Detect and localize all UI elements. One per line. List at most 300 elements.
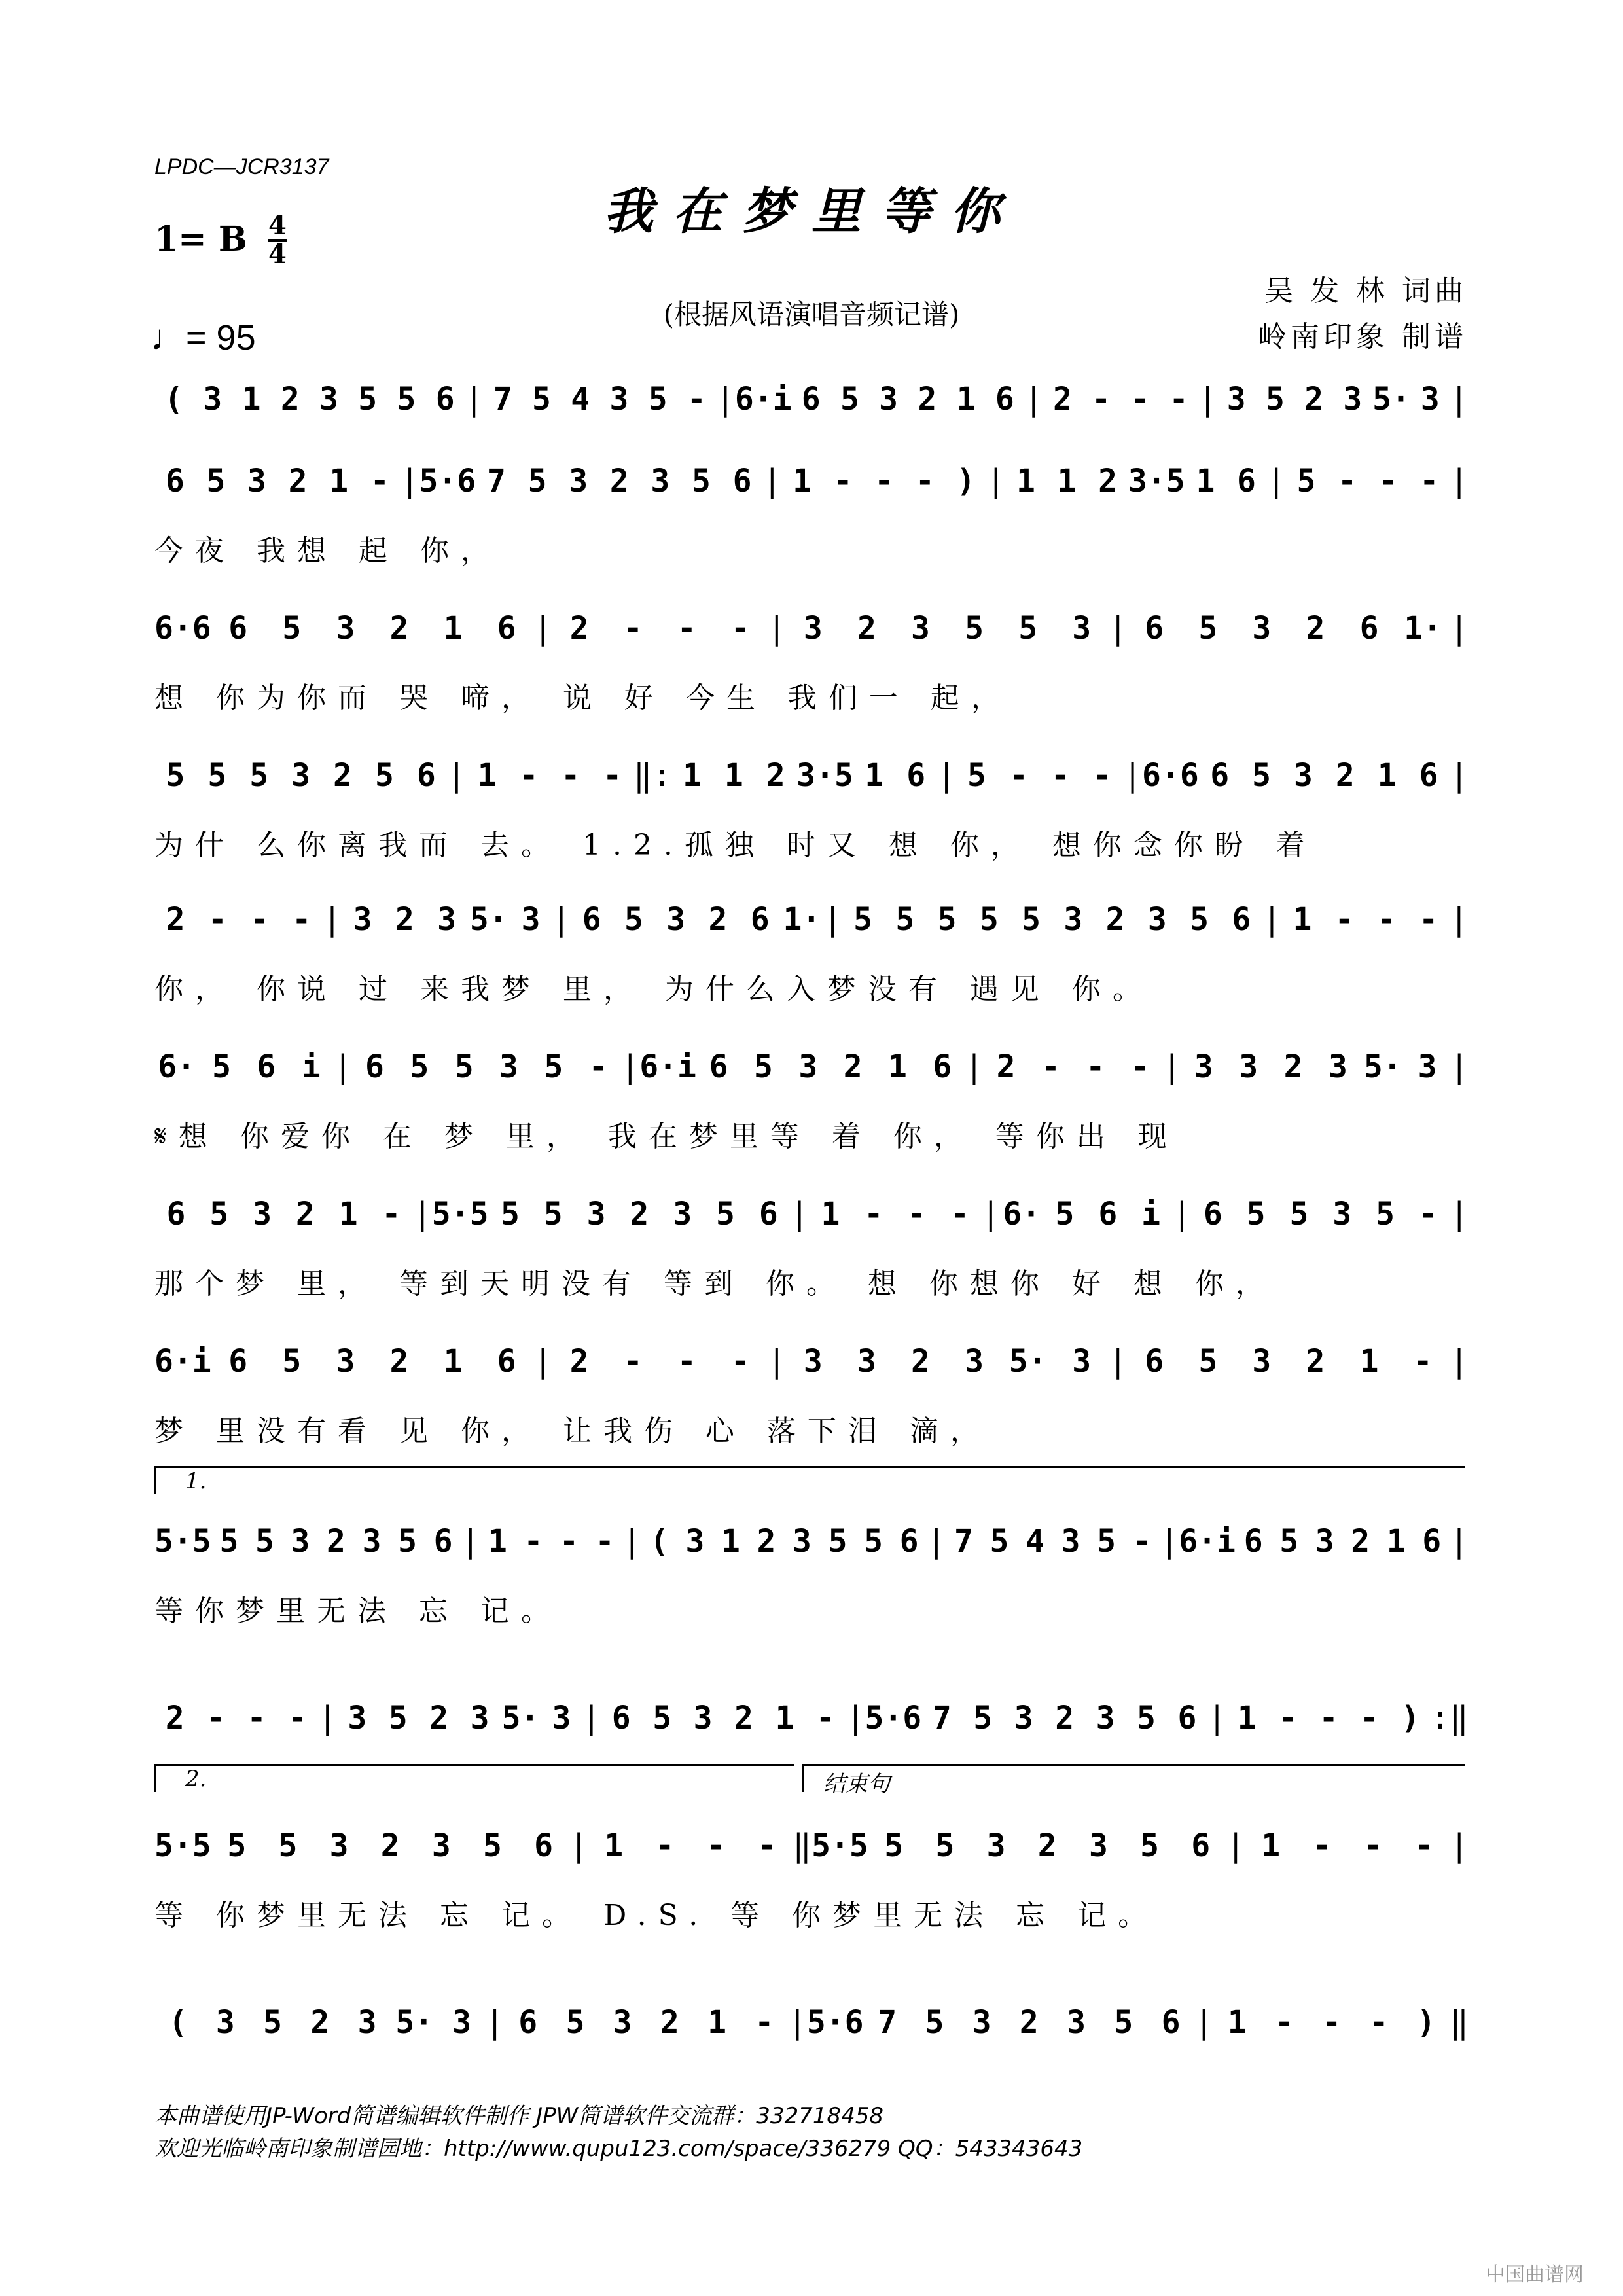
note: | bbox=[317, 1700, 337, 1736]
note: 6· bbox=[1003, 1196, 1041, 1232]
note: - bbox=[1418, 1196, 1438, 1232]
note: 5 bbox=[648, 381, 668, 418]
note: 5· bbox=[395, 2004, 434, 2041]
note: 5 bbox=[935, 1827, 955, 1864]
note: 5 bbox=[895, 901, 915, 938]
note: | bbox=[981, 1196, 1001, 1232]
note: 6 bbox=[1098, 1196, 1118, 1232]
note: - bbox=[1377, 901, 1396, 938]
note: 2 bbox=[310, 2004, 330, 2041]
note: 3 bbox=[798, 1049, 818, 1085]
note: 5 bbox=[967, 757, 986, 794]
note: 1 bbox=[793, 463, 812, 499]
note: 2 bbox=[569, 610, 589, 647]
note: ) bbox=[956, 463, 976, 499]
note: 5 bbox=[1137, 1700, 1156, 1736]
subtitle: (根据风语演唱音频记谱) bbox=[663, 298, 960, 331]
note: 3 bbox=[569, 463, 588, 499]
note: 6 bbox=[365, 1049, 384, 1085]
note: 5 bbox=[840, 381, 859, 418]
note: 4 bbox=[571, 381, 590, 418]
note: 5 bbox=[973, 1700, 993, 1736]
note: 2 bbox=[757, 1523, 776, 1560]
note: 1· bbox=[1404, 610, 1442, 647]
note: 5· bbox=[1363, 1049, 1402, 1085]
score-code: LPDC—JCR3137 bbox=[154, 154, 329, 179]
note: 2 bbox=[395, 901, 414, 938]
note: - bbox=[1414, 1827, 1434, 1864]
note: 5·5 bbox=[154, 1523, 211, 1560]
note: 5 bbox=[219, 1523, 239, 1560]
note: 5 bbox=[263, 2004, 283, 2041]
note: 3 bbox=[793, 1523, 812, 1560]
note: - bbox=[1008, 757, 1028, 794]
note: 6 bbox=[1359, 610, 1379, 647]
note: - bbox=[655, 1827, 675, 1864]
note: 2 bbox=[708, 901, 728, 938]
note: :‖ bbox=[1431, 1700, 1469, 1736]
note: 5 bbox=[853, 901, 873, 938]
note: - bbox=[247, 1700, 266, 1736]
note: 2 bbox=[766, 757, 785, 794]
lyric-line: 等你梦里无法 忘 记。 bbox=[154, 1594, 562, 1628]
note: 3 bbox=[1088, 1827, 1108, 1864]
note: 1 bbox=[477, 757, 497, 794]
note: | bbox=[1262, 901, 1281, 938]
note: 2 bbox=[630, 1196, 649, 1232]
note: | bbox=[927, 1523, 946, 1560]
note: | bbox=[787, 2004, 807, 2041]
note: 6 bbox=[1232, 901, 1251, 938]
note: ) bbox=[1416, 2004, 1436, 2041]
note: | bbox=[333, 1049, 353, 1085]
note: 2 bbox=[1306, 1343, 1325, 1380]
note: - bbox=[1050, 757, 1070, 794]
note: | bbox=[620, 1049, 640, 1085]
note: 6 bbox=[758, 1196, 778, 1232]
note: 3 bbox=[857, 1343, 876, 1380]
notation-line bbox=[154, 1986, 1469, 2058]
note: 1 bbox=[956, 381, 976, 418]
note: 6 bbox=[1191, 1827, 1211, 1864]
note: 6·6 bbox=[1142, 757, 1199, 794]
note: - bbox=[1132, 1523, 1152, 1560]
note: 5 bbox=[979, 901, 999, 938]
note: 3 bbox=[1061, 1523, 1080, 1560]
watermark-logo: 中国曲谱网 bbox=[1486, 2263, 1584, 2286]
note: | bbox=[986, 463, 1006, 499]
note: 5 bbox=[691, 463, 711, 499]
note: | bbox=[1108, 1343, 1128, 1380]
note: ( bbox=[164, 381, 184, 418]
note: 5 bbox=[1114, 2004, 1133, 2041]
note: 3 bbox=[329, 1827, 349, 1864]
note: 5 bbox=[388, 1700, 408, 1736]
note: 5 bbox=[1140, 1827, 1159, 1864]
note: 5 bbox=[282, 610, 302, 647]
note: 5 bbox=[227, 1827, 247, 1864]
note: 2 bbox=[569, 1343, 589, 1380]
note: 1 bbox=[329, 463, 349, 499]
note: 3 bbox=[1072, 610, 1092, 647]
note: 1· bbox=[783, 901, 821, 938]
note: 1 bbox=[724, 757, 743, 794]
note: 5· bbox=[501, 1700, 540, 1736]
note: 3·5 bbox=[1128, 463, 1185, 499]
note: | bbox=[965, 1049, 984, 1085]
note: 3 bbox=[1147, 901, 1167, 938]
note: - bbox=[588, 1049, 608, 1085]
note: 7 bbox=[493, 381, 512, 418]
note: 3 bbox=[319, 381, 338, 418]
note: 3 bbox=[1014, 1700, 1033, 1736]
note: 5 bbox=[209, 1196, 229, 1232]
note: 3 bbox=[521, 901, 541, 938]
note: | bbox=[582, 1700, 601, 1736]
note: 3 bbox=[803, 610, 823, 647]
note: 6 bbox=[750, 901, 770, 938]
note: 1 bbox=[821, 1196, 840, 1232]
note: | bbox=[1226, 1827, 1245, 1864]
note: - bbox=[1419, 463, 1439, 499]
note: 3 bbox=[1063, 901, 1083, 938]
note: 2 bbox=[911, 1343, 930, 1380]
note: 5 bbox=[410, 1049, 429, 1085]
note: - bbox=[1278, 1700, 1298, 1736]
note: 1 bbox=[488, 1523, 507, 1560]
note: 5 bbox=[565, 2004, 585, 2041]
note: 6 bbox=[1419, 757, 1438, 794]
note: 3 bbox=[1194, 1049, 1213, 1085]
note: 6·i bbox=[639, 1049, 696, 1085]
note: - bbox=[1360, 1700, 1379, 1736]
note: - bbox=[524, 1523, 543, 1560]
note: - bbox=[706, 1827, 726, 1864]
note: - bbox=[755, 2004, 774, 2041]
footer-line-2: 欢迎光临岭南印象制谱园地：http://www.qupu123.com/space/336279 QQ：543343643 bbox=[154, 2136, 1083, 2162]
note: - bbox=[1419, 901, 1438, 938]
note: 2 bbox=[389, 1343, 409, 1380]
note: 6 bbox=[709, 1049, 728, 1085]
note: 5 bbox=[249, 757, 269, 794]
note: - bbox=[288, 1700, 307, 1736]
note: 3 bbox=[613, 2004, 632, 2041]
note: 3 bbox=[986, 1827, 1006, 1864]
note: 6 bbox=[1161, 2004, 1181, 2041]
note: 6 bbox=[416, 757, 436, 794]
note: 5 bbox=[398, 1523, 417, 1560]
note: 3 bbox=[651, 463, 670, 499]
note: 6 bbox=[257, 1049, 276, 1085]
note: 2 bbox=[1098, 463, 1118, 499]
note: 1 bbox=[1227, 2004, 1247, 2041]
note: - bbox=[815, 1700, 835, 1736]
note: 1 bbox=[721, 1523, 740, 1560]
note: 2 bbox=[380, 1827, 400, 1864]
note: - bbox=[206, 1700, 226, 1736]
note: 6 bbox=[1237, 463, 1256, 499]
note: | bbox=[1450, 1049, 1469, 1085]
note: 6 bbox=[228, 1343, 248, 1380]
notation-line bbox=[154, 740, 1469, 812]
note: 2 bbox=[389, 610, 409, 647]
note: - bbox=[833, 463, 853, 499]
note: - bbox=[560, 1523, 579, 1560]
note: 1 bbox=[888, 1049, 907, 1085]
note: 2 bbox=[1306, 610, 1325, 647]
note: 5 bbox=[532, 381, 551, 418]
notation-line bbox=[154, 884, 1469, 956]
note: 3 bbox=[1420, 381, 1440, 418]
notation-line bbox=[154, 445, 1469, 517]
note: 5·5 bbox=[431, 1196, 489, 1232]
note: 5·5 bbox=[812, 1827, 868, 1864]
note: 3 bbox=[609, 381, 629, 418]
note: 5 bbox=[1265, 381, 1285, 418]
note: 5 bbox=[828, 1523, 847, 1560]
note: - bbox=[1338, 463, 1357, 499]
note: - bbox=[730, 1343, 750, 1380]
note: 1 bbox=[1386, 1523, 1406, 1560]
notation-line bbox=[154, 1325, 1469, 1397]
note: 6 bbox=[518, 2004, 538, 2041]
note: 5 bbox=[527, 463, 547, 499]
note: 3 bbox=[1343, 381, 1363, 418]
note: 5 bbox=[864, 1523, 883, 1560]
note: 5 bbox=[1190, 901, 1209, 938]
note: 3 bbox=[348, 1700, 367, 1736]
note: 1 bbox=[775, 1700, 794, 1736]
note: | bbox=[1198, 381, 1217, 418]
note: 3 bbox=[362, 1523, 382, 1560]
note: 6·i bbox=[1179, 1523, 1236, 1560]
note: 1 bbox=[707, 2004, 727, 2041]
note: | bbox=[323, 901, 342, 938]
note: 6 bbox=[995, 381, 1014, 418]
note: 6 bbox=[1145, 610, 1164, 647]
volta-2-label: 2. bbox=[185, 1766, 207, 1792]
note: - bbox=[250, 901, 270, 938]
note: 6·i bbox=[734, 381, 792, 418]
note: 7 bbox=[878, 2004, 897, 2041]
note: - bbox=[874, 463, 894, 499]
note: 3 bbox=[1418, 1049, 1437, 1085]
note: | bbox=[412, 1196, 432, 1232]
time-bottom: 4 bbox=[268, 239, 287, 270]
note: 3 bbox=[673, 1196, 692, 1232]
note: 5 bbox=[624, 901, 643, 938]
note: - bbox=[687, 381, 706, 418]
note: 3 bbox=[291, 1523, 310, 1560]
note: 3 bbox=[972, 2004, 991, 2041]
note: 5 bbox=[255, 1523, 274, 1560]
note: 7 bbox=[487, 463, 506, 499]
note: 1 bbox=[682, 757, 702, 794]
note: 5·6 bbox=[865, 1700, 922, 1736]
note: 3 bbox=[247, 463, 266, 499]
note: 5 bbox=[212, 1049, 231, 1085]
notation-line bbox=[154, 592, 1469, 664]
note: ‖: bbox=[633, 757, 671, 794]
note: - bbox=[595, 1523, 615, 1560]
note: - bbox=[1322, 2004, 1342, 2041]
note: 6 bbox=[906, 757, 926, 794]
note: 6 bbox=[165, 463, 185, 499]
note: i bbox=[1141, 1196, 1161, 1232]
lyric-line: 今夜 我想 起 你， bbox=[154, 534, 501, 567]
note: - bbox=[677, 610, 696, 647]
note: | bbox=[1450, 463, 1469, 499]
note: - bbox=[519, 757, 539, 794]
note: | bbox=[1108, 610, 1128, 647]
note: - bbox=[623, 1343, 643, 1380]
note: 3 bbox=[666, 901, 686, 938]
note: | bbox=[1266, 463, 1286, 499]
note: | bbox=[715, 381, 735, 418]
note: 5 bbox=[397, 381, 416, 418]
note: 1 bbox=[1377, 757, 1397, 794]
note: 5 bbox=[716, 1196, 735, 1232]
note: - bbox=[1169, 381, 1188, 418]
lyric-line: 𝄋想 你爱你 在 梦 里， 我在梦里等 着 你， 等你出 现 bbox=[154, 1120, 1179, 1153]
note: 5 bbox=[925, 2004, 944, 2041]
note: 5· bbox=[1008, 1343, 1047, 1380]
lyric-line: 想 你为你而 哭 啼， 说 好 今生 我们一 起， bbox=[154, 681, 1012, 715]
note: | bbox=[400, 463, 419, 499]
note: 6 bbox=[582, 901, 601, 938]
note: 6· bbox=[158, 1049, 196, 1085]
note: - bbox=[1086, 1049, 1105, 1085]
lyric-line: 梦 里没有看 见 你， 让我伤 心 落下泪 滴， bbox=[154, 1414, 991, 1448]
note: 3 bbox=[552, 1700, 571, 1736]
note: 1 bbox=[1196, 463, 1215, 499]
note: 5·6 bbox=[806, 2004, 864, 2041]
note: ( bbox=[649, 1523, 669, 1560]
note: 5 bbox=[937, 901, 957, 938]
note: - bbox=[1378, 463, 1398, 499]
note: | bbox=[790, 1196, 810, 1232]
note: 3 bbox=[253, 1196, 272, 1232]
note: 3 bbox=[470, 1700, 490, 1736]
note: 3·5 bbox=[796, 757, 853, 794]
note: | bbox=[1449, 901, 1469, 938]
note: 5 bbox=[1289, 1196, 1309, 1232]
note: 5 bbox=[754, 1049, 773, 1085]
lyric-line: 你， 你说 过 来我梦 里， 为什么入梦没有 遇见 你。 bbox=[154, 973, 1153, 1006]
note: | bbox=[552, 901, 571, 938]
note: i bbox=[301, 1049, 321, 1085]
note: 2 bbox=[295, 1196, 315, 1232]
note: 5 bbox=[1198, 1343, 1218, 1380]
note: | bbox=[1194, 2004, 1214, 2041]
note: 2 bbox=[857, 610, 876, 647]
note: - bbox=[1369, 2004, 1389, 2041]
note: - bbox=[292, 901, 312, 938]
note: - bbox=[677, 1343, 696, 1380]
note: | bbox=[533, 1343, 553, 1380]
note: 2 bbox=[280, 381, 300, 418]
note: 3 bbox=[1072, 1343, 1092, 1380]
note: - bbox=[561, 757, 580, 794]
note: 1 bbox=[1057, 463, 1077, 499]
note: 6 bbox=[611, 1700, 631, 1736]
note: 3 bbox=[1252, 1343, 1272, 1380]
note: - bbox=[1041, 1049, 1060, 1085]
note: 3 bbox=[437, 901, 456, 938]
note: - bbox=[915, 463, 935, 499]
note: 3 bbox=[1328, 1049, 1347, 1085]
note: 3 bbox=[965, 1343, 984, 1380]
note: - bbox=[623, 610, 643, 647]
note: 2 bbox=[918, 381, 937, 418]
note: ) bbox=[1400, 1700, 1420, 1736]
note: | bbox=[447, 757, 467, 794]
note: 5 bbox=[965, 610, 984, 647]
note: 6 bbox=[933, 1049, 952, 1085]
note: 3 bbox=[357, 2004, 377, 2041]
note: 3 bbox=[1332, 1196, 1352, 1232]
note: 1 bbox=[1359, 1343, 1379, 1380]
note: 4 bbox=[1026, 1523, 1044, 1560]
note: 3 bbox=[499, 1049, 518, 1085]
note: 5 bbox=[374, 757, 394, 794]
note: 3 bbox=[1226, 381, 1246, 418]
lyric-line: 为什 么你离我而 去。 1.2.孤独 时又 想 你， 想你念你盼 着 bbox=[154, 829, 1317, 862]
notation-line bbox=[154, 1810, 1469, 1882]
note: 5 bbox=[884, 1827, 904, 1864]
note: 3 bbox=[1096, 1700, 1115, 1736]
note: - bbox=[730, 610, 750, 647]
note: | bbox=[622, 1523, 642, 1560]
note: | bbox=[1162, 1049, 1182, 1085]
note: 6 bbox=[1203, 1196, 1222, 1232]
note: | bbox=[1123, 757, 1143, 794]
ending-bracket bbox=[802, 1764, 1465, 1797]
note: 5 bbox=[543, 1196, 563, 1232]
note: 6 bbox=[1177, 1700, 1197, 1736]
note: | bbox=[762, 463, 782, 499]
note: - bbox=[1363, 1827, 1383, 1864]
note: 1 bbox=[1016, 463, 1035, 499]
note: 5 bbox=[990, 1523, 1009, 1560]
note: 2 bbox=[165, 1700, 185, 1736]
note: - bbox=[950, 1196, 969, 1232]
note: | bbox=[1160, 1523, 1179, 1560]
note: 3 bbox=[586, 1196, 606, 1232]
note: 2 bbox=[327, 1523, 346, 1560]
note: 2 bbox=[609, 463, 629, 499]
note: - bbox=[1130, 381, 1150, 418]
note: 5 bbox=[1018, 610, 1038, 647]
note: 5 bbox=[1252, 757, 1272, 794]
note: 5 bbox=[483, 1827, 502, 1864]
note: - bbox=[1334, 901, 1354, 938]
note: 2 bbox=[734, 1700, 753, 1736]
note: 2 bbox=[429, 1700, 449, 1736]
note: 2 bbox=[1037, 1827, 1057, 1864]
note: 7 bbox=[954, 1523, 973, 1560]
notation-line bbox=[154, 1682, 1469, 1754]
note: 3 bbox=[452, 2004, 471, 2041]
note: 6 bbox=[1145, 1343, 1164, 1380]
note: 3 bbox=[215, 2004, 235, 2041]
note: 2 bbox=[288, 463, 308, 499]
note: 2 bbox=[1019, 2004, 1039, 2041]
note: 5 bbox=[652, 1700, 672, 1736]
note: 3 bbox=[203, 381, 223, 418]
note: 5 bbox=[358, 381, 378, 418]
note: | bbox=[767, 610, 787, 647]
